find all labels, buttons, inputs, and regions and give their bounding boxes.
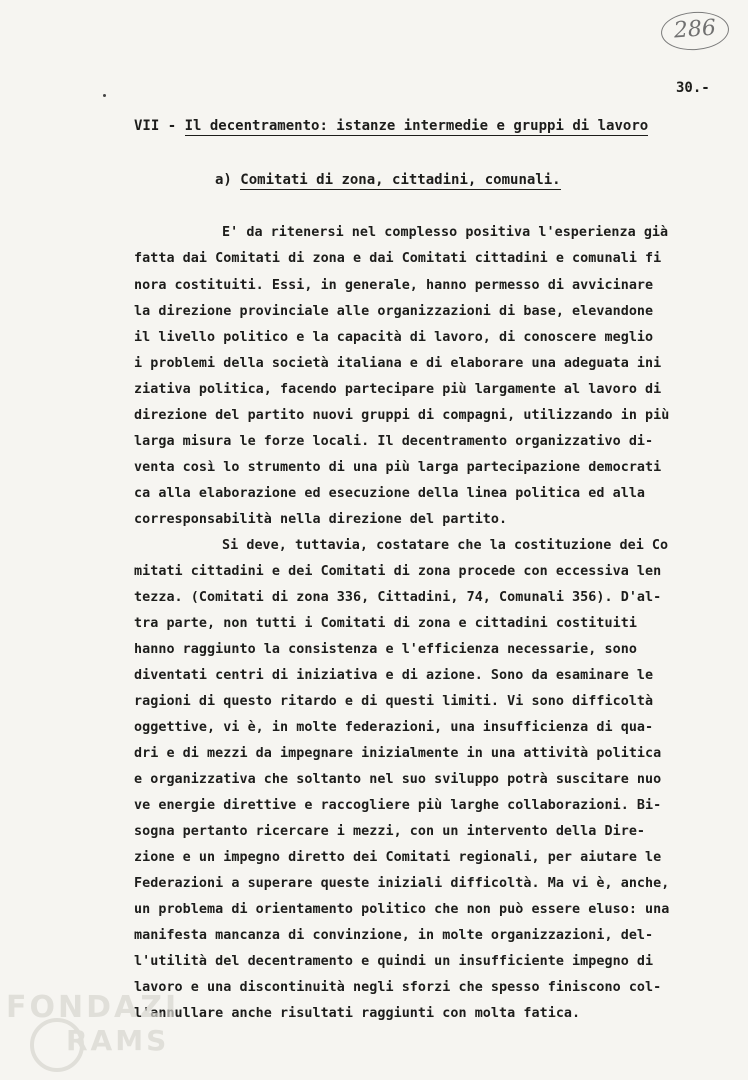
paragraph-1-line: fatta dai Comitati di zona e dai Comitati cittadini e comunali fi bbox=[134, 251, 662, 266]
paragraph-2-line: tra parte, non tutti i Comitati di zona e cittadini costituiti bbox=[134, 616, 637, 631]
paragraph-2-line: l'annullare anche risultati raggiunti con molta fatica. bbox=[134, 1006, 581, 1021]
paragraph-1-line: ca alla elaborazione ed esecuzione della linea politica ed alla bbox=[134, 486, 646, 501]
paragraph-2-line: dri e di mezzi da impegnare inizialmente in una attività politica bbox=[134, 746, 662, 761]
paragraph-1-line: il livello politico e la capacità di lavoro, di conoscere meglio bbox=[134, 330, 654, 345]
paragraph-2-line: Federazioni a superare queste iniziali difficoltà. Ma vi è, anche, bbox=[134, 876, 670, 891]
paragraph-2-line: mitati cittadini e dei Comitati di zona procede con eccessiva len bbox=[134, 564, 662, 579]
paragraph-2-line: l'utilità del decentramento e quindi un insufficiente impegno di bbox=[134, 954, 654, 969]
paragraph-1-line: venta così lo strumento di una più larga partecipazione democrati bbox=[134, 460, 662, 475]
watermark-line2: RAMS bbox=[66, 1024, 170, 1057]
paragraph-2-line: diventati centri di iniziativa e di azione. Sono da esaminare le bbox=[134, 668, 654, 683]
subsection-title: Comitati di zona, cittadini, comunali. bbox=[240, 172, 561, 188]
paragraph-1-line: nora costituiti. Essi, in generale, hanno permesso di avvicinare bbox=[134, 278, 654, 293]
paragraph-2-line: Si deve, tuttavia, costatare che la costituzione dei Co bbox=[222, 538, 669, 553]
section-roman: VII bbox=[134, 118, 160, 134]
paragraph-2-line: hanno raggiunto la consistenza e l'efficienza necessarie, sono bbox=[134, 642, 637, 657]
paragraph-2-line: e organizzativa che soltanto nel suo sviluppo potrà suscitare nuo bbox=[134, 772, 662, 787]
subsection-heading bbox=[215, 172, 561, 188]
paragraph-1-line: corresponsabilità nella direzione del partito. bbox=[134, 512, 508, 527]
paragraph-1-line: la direzione provinciale alle organizzazioni di base, elevandone bbox=[134, 304, 654, 319]
paragraph-1-line: i problemi della società italiana e di elaborare una adeguata ini bbox=[134, 356, 662, 371]
paragraph-2-line: zione e un impegno diretto dei Comitati regionali, per aiutare le bbox=[134, 850, 662, 865]
archive-watermark bbox=[6, 990, 246, 1080]
paragraph-2-line: manifesta mancanza di convinzione, in molte organizzazioni, del- bbox=[134, 928, 654, 943]
subsection-letter: a) bbox=[215, 172, 232, 188]
paragraph-1-line: ziativa politica, facendo partecipare più largamente al lavoro di bbox=[134, 382, 662, 397]
paragraph-2-line: lavoro e una discontinuità negli sforzi che spesso finiscono col- bbox=[134, 980, 662, 995]
page-number: 30.- bbox=[676, 80, 710, 96]
paragraph-2-line: sogna pertanto ricercare i mezzi, con un intervento della Dire- bbox=[134, 824, 646, 839]
paragraph-1-line: E' da ritenersi nel complesso positiva l'esperienza già bbox=[222, 225, 669, 240]
watermark-line1: FONDAZI bbox=[6, 990, 180, 1025]
paragraph-1-line: direzione del partito nuovi gruppi di compagni, utilizzando in più bbox=[134, 408, 670, 423]
handwritten-page-number: 286 bbox=[660, 10, 730, 53]
section-title: Il decentramento: istanze intermedie e gruppi di lavoro bbox=[184, 118, 649, 134]
section-heading: VII - Il decentramento: istanze intermedie e gruppi di lavoro bbox=[134, 118, 649, 134]
paragraph-2-line: ve energie direttive e raccogliere più larghe collaborazioni. Bi- bbox=[134, 798, 662, 813]
paragraph-2-line: tezza. (Comitati di zona 336, Cittadini, 74, Comunali 356). D'al- bbox=[134, 590, 662, 605]
paragraph-2-line: oggettive, vi è, in molte federazioni, una insufficienza di qua- bbox=[134, 720, 654, 735]
paragraph-2-line: un problema di orientamento politico che non può essere eluso: una bbox=[134, 902, 670, 917]
paragraph-2-line: ragioni di questo ritardo e di questi limiti. Vi sono difficoltà bbox=[134, 694, 654, 709]
paragraph-1-line: larga misura le forze locali. Il decentramento organizzativo di- bbox=[134, 434, 654, 449]
margin-mark bbox=[103, 94, 106, 97]
